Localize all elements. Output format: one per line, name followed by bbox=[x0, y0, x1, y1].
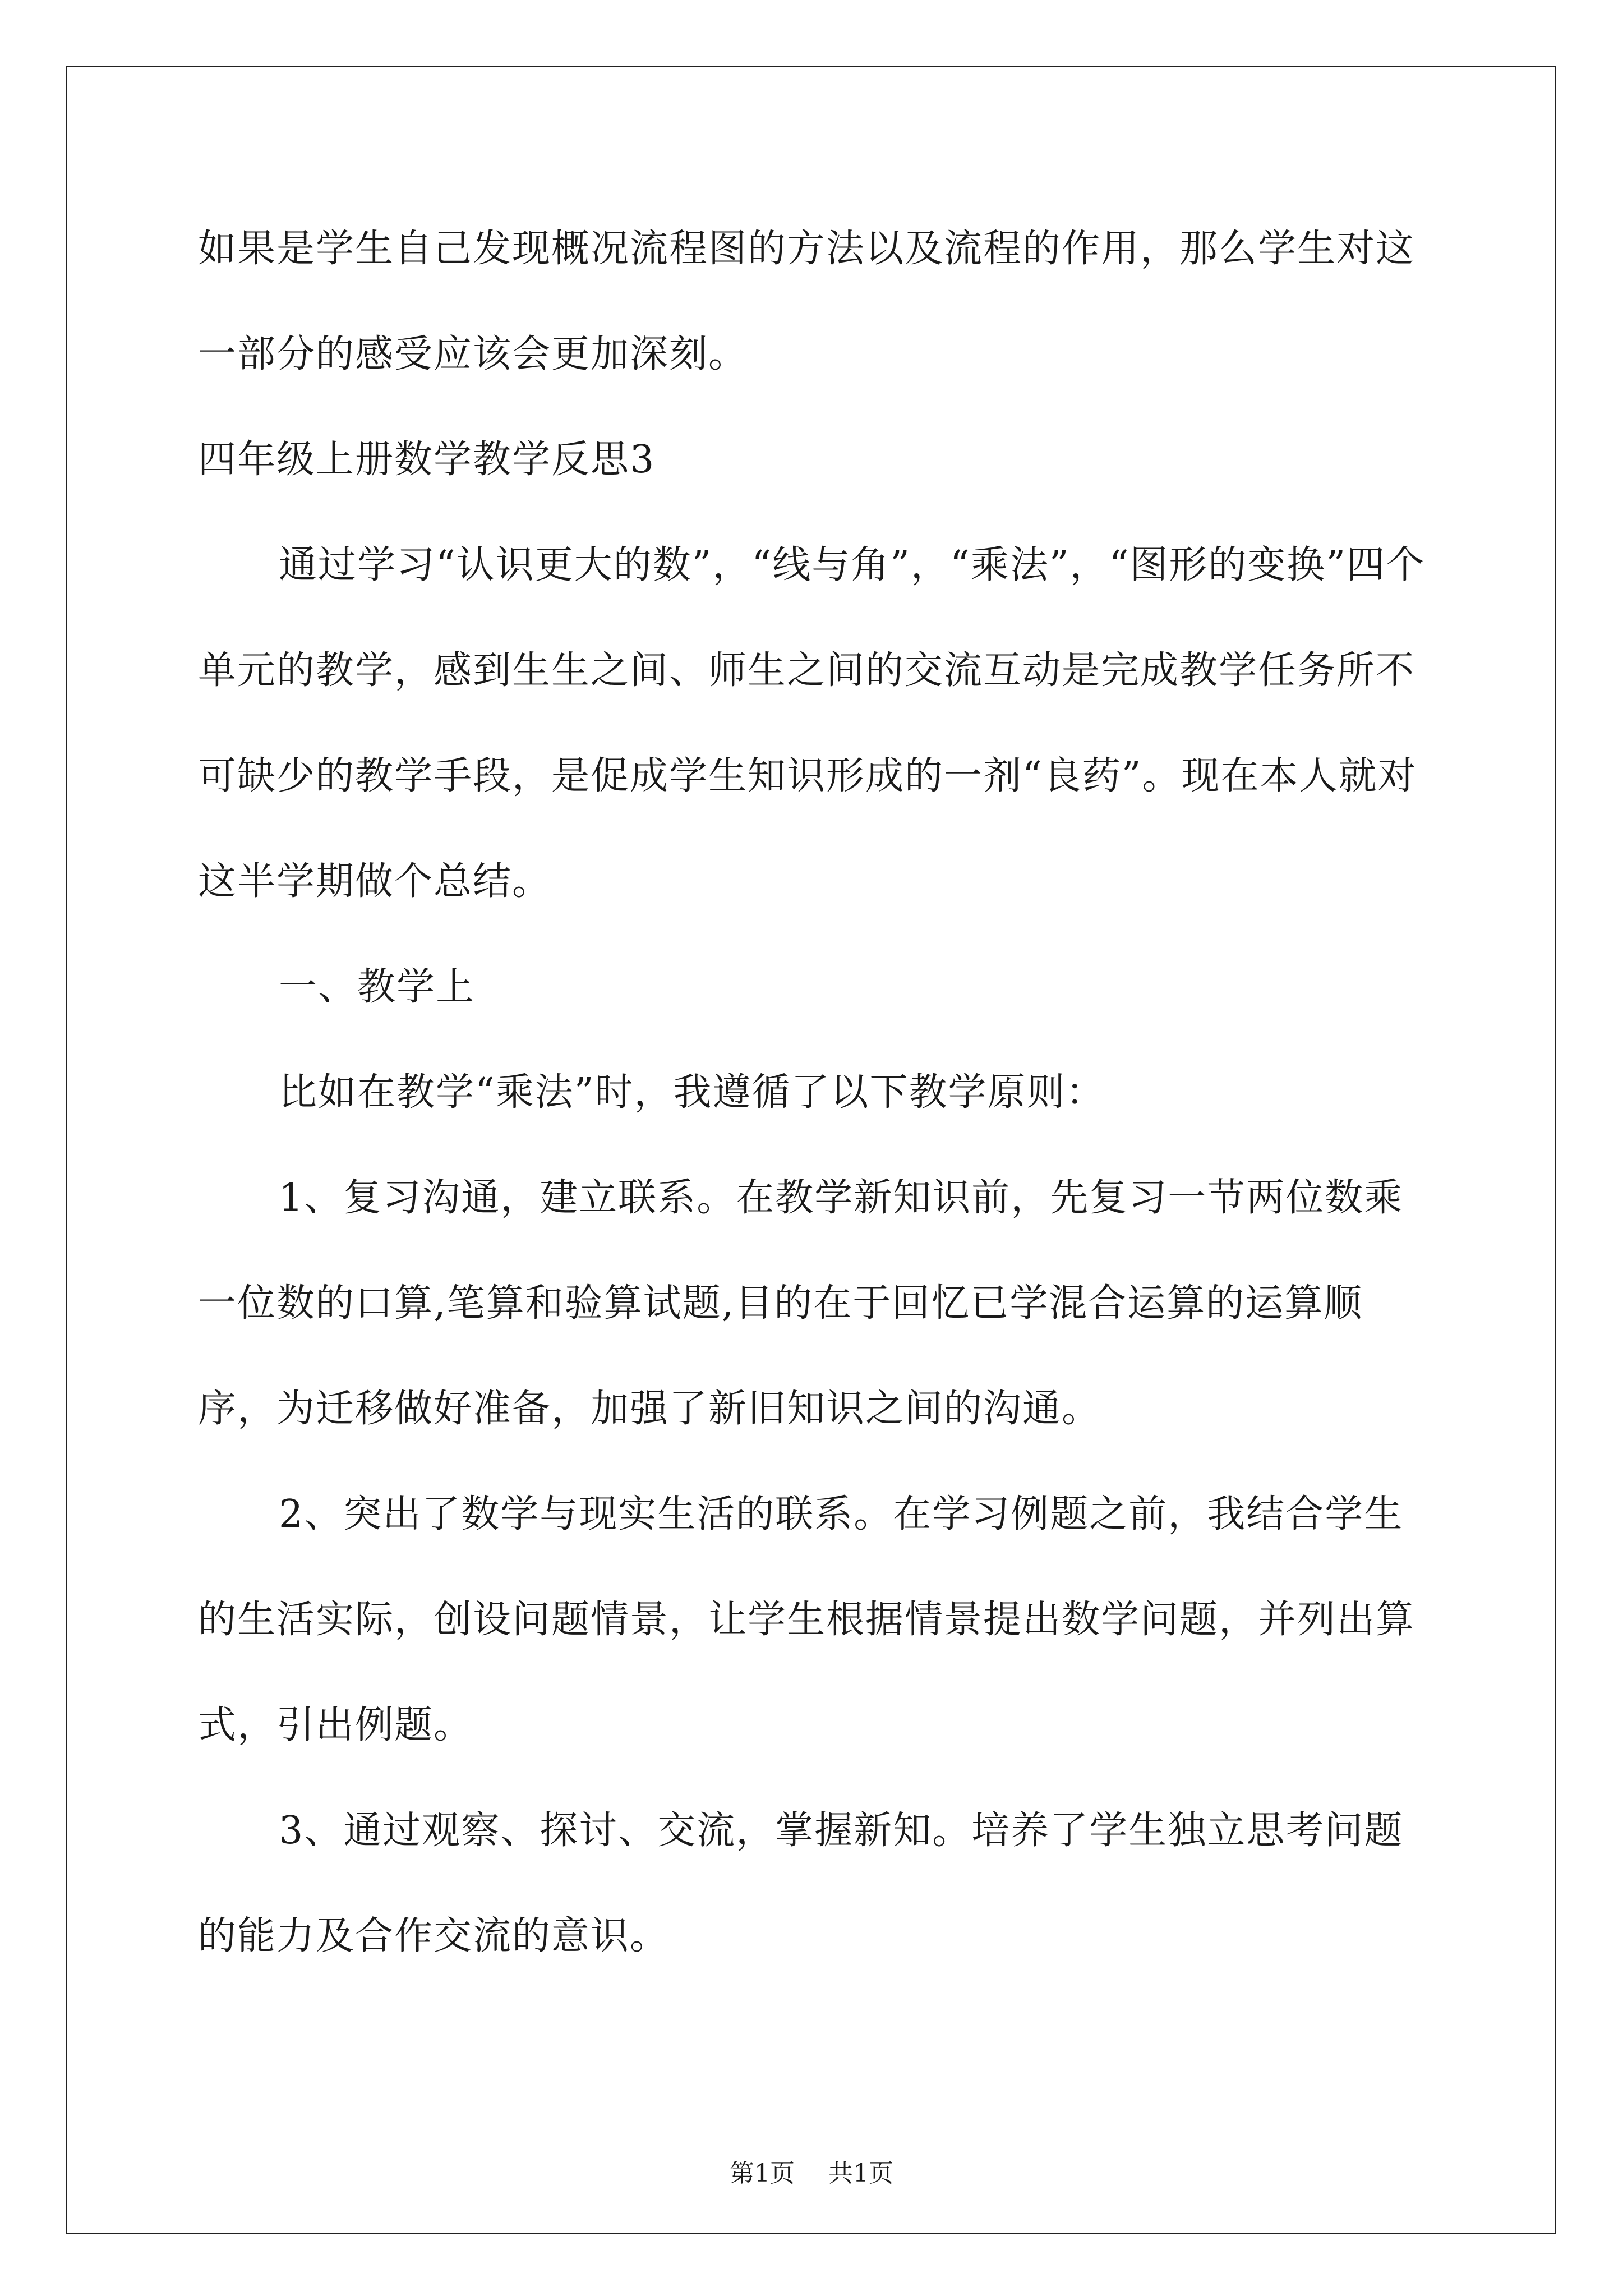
page-number: 第1页 bbox=[730, 2159, 795, 2188]
page-total: 共1页 bbox=[828, 2159, 893, 2188]
document-body bbox=[198, 196, 1437, 1989]
section-heading: 四年级上册数学教学反思3 bbox=[198, 438, 656, 482]
subheading-teaching: 一、教学上 bbox=[279, 965, 476, 1009]
paragraph-principle-3: 3、通过观察、探讨、交流，掌握新知。培养了学生独立思考问题的能力及合作交流的意识。 bbox=[198, 1809, 1404, 1958]
paragraph-principle-1: 1、复习沟通，建立联系。在教学新知识前，先复习一节两位数乘一位数的口算,笔算和验算试题,目的在于回忆已学混合运算的运算顺序，为迁移做好准备，加强了新旧知识之间的沟通。 bbox=[198, 1176, 1404, 1431]
paragraph-principle-2: 2、突出了数学与现实生活的联系。在学习例题之前，我结合学生的生活实际，创设问题情景，让学生根据情景提出数学问题，并列出算式，引出例题。 bbox=[198, 1492, 1415, 1747]
page-footer bbox=[0, 2153, 1623, 2189]
paragraph-overview: 通过学习“认识更大的数”，“线与角”，“乘法”，“图形的变换”四个单元的教学，感到生生之间、师生之间的交流互动是完成教学任务所不可缺少的教学手段，是促成学生知识形成的一剂“良药”。现在本人就对这半学期做个总结。 bbox=[198, 543, 1426, 904]
paragraph-principles-intro: 比如在教学“乘法”时，我遵循了以下教学原则： bbox=[279, 1070, 1105, 1115]
paragraph-intro-continuation: 如果是学生自己发现概况流程图的方法以及流程的作用，那么学生对这一部分的感受应该会更加深刻。 bbox=[198, 227, 1415, 376]
